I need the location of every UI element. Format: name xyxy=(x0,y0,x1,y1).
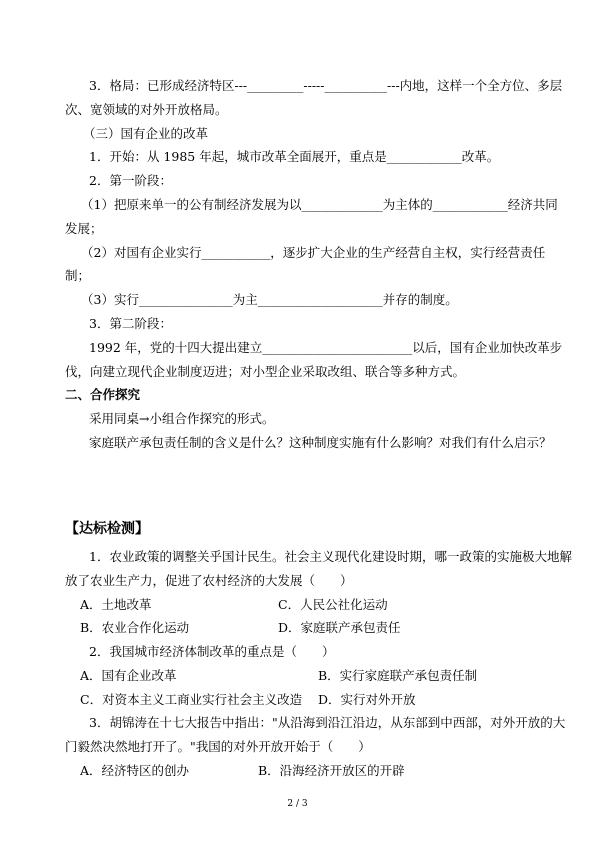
question-text: 1．农业政策的调整关乎国计民生。社会主义现代化建设时期，哪一政策的实施极大地解 xyxy=(89,549,572,564)
text-line: （3）实行_______________为主____________________并存的制度。 xyxy=(81,292,458,307)
text-line: 家庭联产承包责任制的含义是什么？这种制度实施有什么影响？对我们有什么启示？ xyxy=(89,435,552,450)
text-line: 1992 年，党的十四大提出建立________________________以后，国有企业加快改革步 xyxy=(89,340,563,355)
text-line: 制； xyxy=(65,268,91,283)
text-line: （1）把原来单一的公有制经济发展为以_____________为主体的____________经济共同 xyxy=(81,197,558,212)
text-line: 次、宽领域的对外开放格局。 xyxy=(65,102,228,117)
answer-option: A．经济特区的创办 xyxy=(80,763,190,778)
answer-option: C．人民公社化运动 xyxy=(278,597,388,612)
answer-option: B．实行家庭联产承包责任制 xyxy=(318,668,478,683)
section-heading: 二、合作探究 xyxy=(65,387,141,402)
page-number: 2 / 3 xyxy=(287,799,308,809)
text-line: 2．第一阶段： xyxy=(89,173,172,188)
text-line: 3．第二阶段： xyxy=(89,316,172,331)
answer-option: D．实行对外开放 xyxy=(318,692,416,707)
answer-option: B．沿海经济开放区的开辟 xyxy=(258,763,405,778)
question-text: 2．我国城市经济体制改革的重点是（ ） xyxy=(89,644,335,659)
text-line: 3．格局：已形成经济特区---_________-----__________---内地，这样一个全方位、多层 xyxy=(89,78,563,93)
answer-option: B．农业合作化运动 xyxy=(80,620,190,635)
answer-option: C．对资本主义工商业实行社会主义改造 xyxy=(80,692,303,707)
section-heading: （三）国有企业的改革 xyxy=(83,126,209,141)
answer-option: A．土地改革 xyxy=(80,597,152,612)
answer-option: A．国有企业改革 xyxy=(80,668,177,683)
question-text: 门毅然决然地打开了。"我国的对外开放开始于（ ） xyxy=(65,739,371,754)
text-line: 采用同桌→小组合作探究的形式。 xyxy=(89,411,275,426)
text-line: （2）对国有企业实行___________，逐步扩大企业的生产经营自主权，实行经营责任 xyxy=(81,245,546,260)
section-heading: 【达标检测】 xyxy=(65,521,149,537)
question-text: 放了农业生产力，促进了农村经济的大发展（ ） xyxy=(65,573,353,588)
question-text: 3．胡锦涛在十七大报告中指出："从沿海到沿江沿边，从东部到中西部，对外开放的大 xyxy=(89,715,566,730)
text-line: 伐，向建立现代企业制度迈进；对小型企业采取改组、联合等多种方式。 xyxy=(65,364,466,379)
text-line: 1．开始：从 1985 年起，城市改革全面展开，重点是____________改革。 xyxy=(89,149,500,164)
text-line: 发展； xyxy=(65,221,103,236)
answer-option: D．家庭联产承包责任 xyxy=(278,620,401,635)
